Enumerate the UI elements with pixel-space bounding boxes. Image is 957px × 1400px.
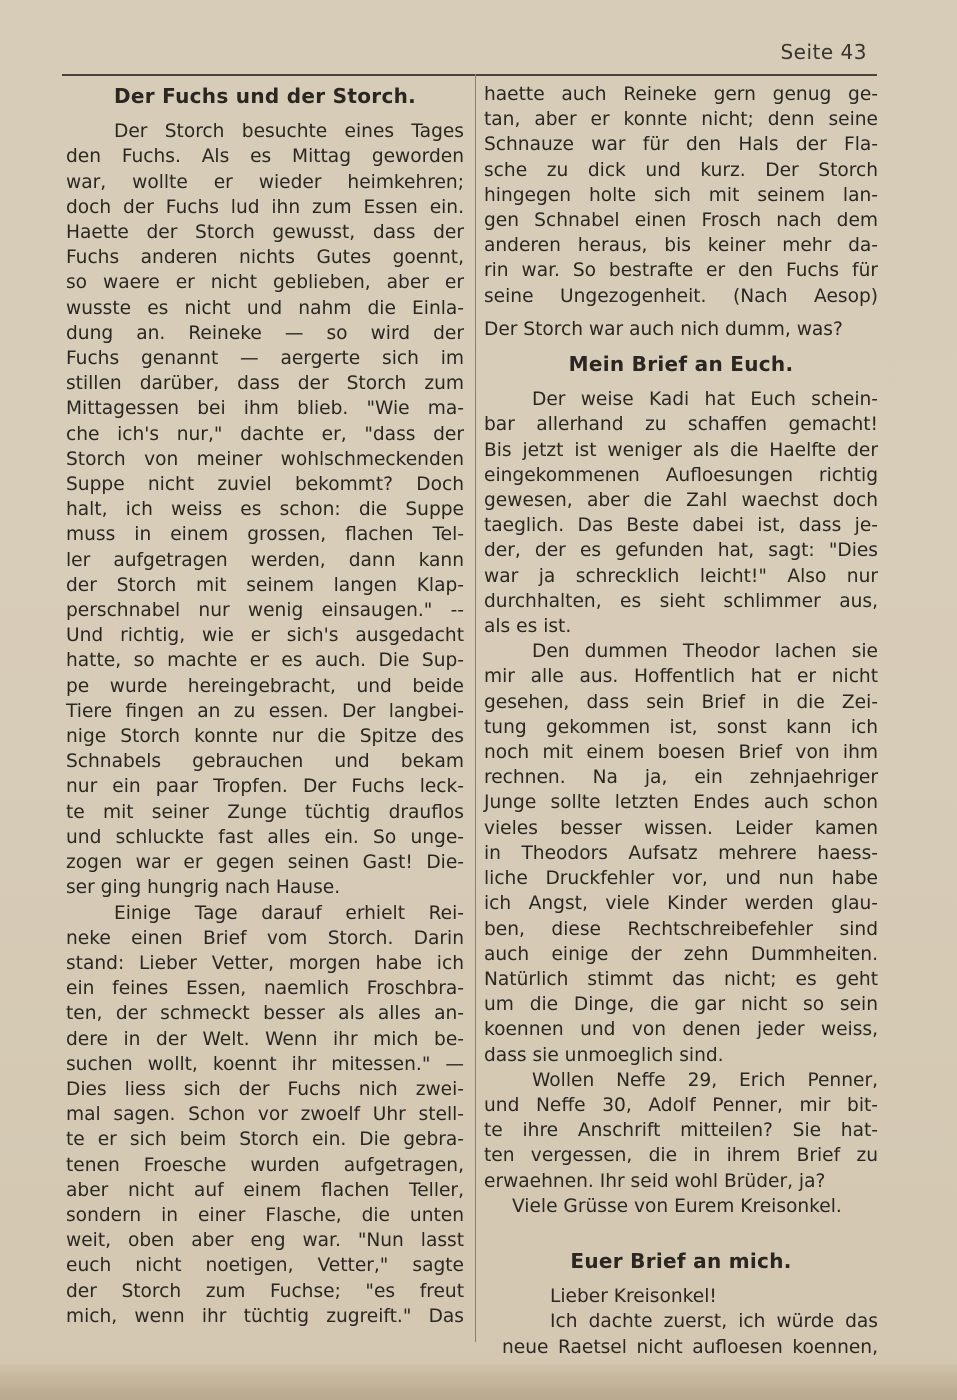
text-line: durchhalten, es sieht schlimmer aus,: [484, 590, 878, 612]
text-line: te mit seiner Zunge tüchtig drauflos: [66, 801, 464, 823]
text-line: ein feines Essen, naemlich Froschbra-: [66, 978, 464, 1000]
section-title-euer-brief: Euer Brief an mich.: [570, 1248, 792, 1273]
text-line: te ihre Anschrift mitteilen? Sie hat-: [484, 1120, 878, 1142]
text-line: war, wollte er wieder heimkehren;: [66, 171, 464, 193]
reader-letter-paragraph: [484, 1309, 878, 1359]
column-divider: [475, 74, 476, 1342]
text-line: auch einige der zehn Dummheiten.: [484, 943, 878, 965]
text-line: haette auch Reineke gern genug ge-: [484, 84, 878, 105]
text-line: der Storch zum Fuchse; "es freut: [66, 1280, 464, 1302]
text-line: und schluckte fast alles ein. So unge-: [66, 826, 464, 848]
text-line: Der Storch besuchte eines Tages: [114, 121, 464, 143]
story-paragraph-2: [66, 901, 464, 1329]
letter-signoff: Viele Grüsse von Eurem Kreisonkel.: [512, 1195, 842, 1217]
text-line: seine Ungezogenheit. (Nach Aesop): [484, 285, 878, 307]
header-rule: [62, 74, 877, 76]
text-line: hingegen holte sich mit seinem lan-: [484, 184, 878, 206]
text-line: ten, der schmeckt besser als alles an-: [66, 1003, 464, 1025]
text-line: suchen wollt, koennt ihr mitessen." —: [66, 1053, 464, 1075]
text-line: Ich dachte zuerst, ich würde das: [550, 1311, 878, 1333]
text-line: ten vergessen, die in ihrem Brief zu: [484, 1145, 878, 1167]
letter-paragraph-1: [484, 387, 878, 639]
text-line: weit, oben aber eng war. "Nun lasst: [66, 1230, 464, 1252]
text-line: und Neffe 30, Adolf Penner, mir bit-: [484, 1094, 878, 1116]
text-line: halt, ich weiss es schon: die Suppe: [66, 499, 464, 521]
text-line: Mittagessen bei ihm blieb. "Wie ma-: [66, 398, 464, 420]
text-line: Der weise Kadi hat Euch schein-: [532, 389, 878, 411]
text-line: neue Raetsel nicht aufloesen koennen,: [502, 1336, 878, 1358]
spacer: [484, 309, 878, 317]
text-line: erwaehnen. Ihr seid wohl Brüder, ja?: [484, 1170, 826, 1192]
page-bottom-edge: [0, 1364, 957, 1400]
text-line: che ich's nur," dachte er, "dass der: [66, 423, 464, 445]
spacer: [484, 342, 878, 350]
text-line: Und richtig, wie er sich's ausgedacht: [66, 625, 464, 647]
text-line: war ja schrecklich leicht!" Also nur: [484, 565, 878, 587]
text-line: Storch von meiner wohlschmeckenden: [66, 448, 464, 470]
page-number: Seite 43: [780, 40, 867, 64]
text-line: perschnabel nur wenig einsaugen." --: [66, 600, 464, 622]
text-line: eingekommenen Aufloesungen richtig: [484, 464, 878, 486]
text-line: gen Schnabel einen Frosch nach dem: [484, 210, 878, 232]
text-line: zogen war er gegen seinen Gast! Die-: [66, 852, 464, 874]
closing-question: Der Storch war auch nich dumm, was?: [484, 318, 843, 340]
text-line: wusste es nicht und nahm die Einla-: [66, 297, 464, 319]
text-line: stillen darüber, dass der Storch zum: [66, 373, 464, 395]
text-line: der, der es gefunden hat, sagt: "Dies: [484, 540, 878, 562]
text-line: Haette der Storch gewusst, dass der: [66, 222, 464, 244]
text-line: Fuchs genannt — aergerte sich im: [66, 348, 464, 370]
text-line: koennen und von denen jeder weiss,: [484, 1019, 878, 1041]
text-line: nige Storch konnte nur die Spitze des: [66, 726, 464, 748]
text-line: liche Druckfehler vor, und nun habe: [484, 868, 878, 890]
text-line: ich Angst, viele Kinder werden glau-: [484, 893, 878, 915]
text-line: um die Dinge, die gar nicht so sein: [484, 994, 878, 1016]
letter-paragraph-3: [484, 1068, 878, 1219]
text-line: Fuchs anderen nichts Gutes goennt,: [66, 247, 464, 269]
text-line: Schnauze war für den Hals der Fla-: [484, 134, 878, 156]
text-line: pe wurde hereingebracht, und beide: [66, 675, 464, 697]
text-line: tenen Froesche wurden aufgetragen,: [66, 1154, 464, 1176]
text-line: als es ist.: [484, 616, 572, 638]
text-line: anderen heraus, bis keiner mehr da-: [484, 235, 878, 257]
text-line: vieles besser wissen. Leider kamen: [484, 817, 878, 839]
text-line: Wollen Neffe 29, Erich Penner,: [532, 1069, 878, 1091]
left-column: [66, 82, 464, 1329]
text-line: tung gekommen ist, sonst kann ich: [484, 716, 878, 738]
text-line: gesehen, dass sein Brief in die Zei-: [484, 691, 878, 713]
text-line: ler aufgetragen werden, dann kann: [66, 549, 464, 571]
text-line: ben, diese Rechtschreibefehler sind: [484, 918, 878, 940]
text-line: mir alle aus. Hoffentlich hat er nicht: [484, 666, 878, 688]
text-line: ser ging hungrig nach Hause.: [66, 877, 341, 899]
text-line: so waere er nicht geblieben, aber er: [66, 272, 464, 294]
text-line: Dies liess sich der Fuchs nich zwei-: [66, 1078, 464, 1100]
section-title-mein-brief: Mein Brief an Euch.: [568, 352, 794, 377]
text-line: Den dummen Theodor lachen sie: [532, 641, 878, 663]
text-line: hatte, so machte er es auch. Die Sup-: [66, 650, 464, 672]
text-line: tan, aber er konnte nicht; denn seine: [484, 109, 878, 131]
text-line: nur ein paar Tropfen. Der Fuchs leck-: [66, 776, 464, 798]
right-column: [484, 82, 878, 1360]
story-continuation: [484, 82, 878, 309]
text-line: der Storch mit seinem langen Klap-: [66, 574, 464, 596]
text-line: te er sich beim Storch ein. Die gebra-: [66, 1129, 464, 1151]
text-line: dass sie unmoeglich sind.: [484, 1044, 724, 1066]
text-line: in Theodors Aufsatz mehrere haess-: [484, 842, 878, 864]
spacer: [484, 1219, 878, 1247]
text-line: noch mit einem boesen Brief von ihm: [484, 742, 878, 764]
text-line: mal sagen. Schon vor zwoelf Uhr stell-: [66, 1104, 464, 1126]
text-line: Schnabels gebrauchen und bekam: [66, 751, 464, 773]
text-line: Einige Tage darauf erhielt Rei-: [114, 902, 464, 924]
story-paragraph-1: [66, 119, 464, 900]
text-line: den Fuchs. Als es Mittag geworden: [66, 146, 464, 168]
text-line: dere in der Welt. Wenn ihr mich be-: [66, 1028, 464, 1050]
text-line: neke einen Brief vom Storch. Darin: [66, 927, 464, 949]
text-line: taeglich. Das Beste dabei ist, dass je-: [484, 515, 878, 537]
text-line: Junge sollte letzten Endes auch schon: [484, 792, 878, 814]
text-line: euch nicht noetigen, Vetter," sagte: [66, 1255, 464, 1277]
text-line: mich, wenn ihr tüchtig zugreift." Das: [66, 1305, 464, 1327]
text-line: rin war. So bestrafte er den Fuchs für: [484, 260, 878, 282]
text-line: gewesen, aber die Zahl waechst doch: [484, 490, 878, 512]
text-line: dung an. Reineke — so wird der: [66, 322, 464, 344]
text-line: doch der Fuchs lud ihn zum Essen ein.: [66, 196, 464, 218]
text-line: Natürlich stimmt das nicht; es geht: [484, 968, 878, 990]
text-line: aber nicht auf einem flachen Teller,: [66, 1179, 464, 1201]
text-line: bar allerhand zu schaffen gemacht!: [484, 414, 878, 436]
text-line: Tiere fingen an zu essen. Der langbei-: [66, 700, 464, 722]
letter-paragraph-2: [484, 639, 878, 1067]
letter-salutation: Lieber Kreisonkel!: [550, 1286, 717, 1308]
text-line: sche zu dick und kurz. Der Storch: [484, 159, 878, 181]
text-line: rechnen. Na ja, ein zehnjaehriger: [484, 767, 878, 789]
story-title: Der Fuchs und der Storch.: [113, 84, 417, 108]
text-line: Bis jetzt ist weniger als die Haelfte der: [484, 439, 878, 461]
text-line: muss in einem grossen, flachen Tel-: [66, 524, 464, 546]
text-line: stand: Lieber Vetter, morgen habe ich: [66, 952, 464, 974]
text-line: sondern in einer Flasche, die unten: [66, 1204, 464, 1226]
text-line: Suppe nicht zuviel bekommt? Doch: [66, 474, 464, 496]
